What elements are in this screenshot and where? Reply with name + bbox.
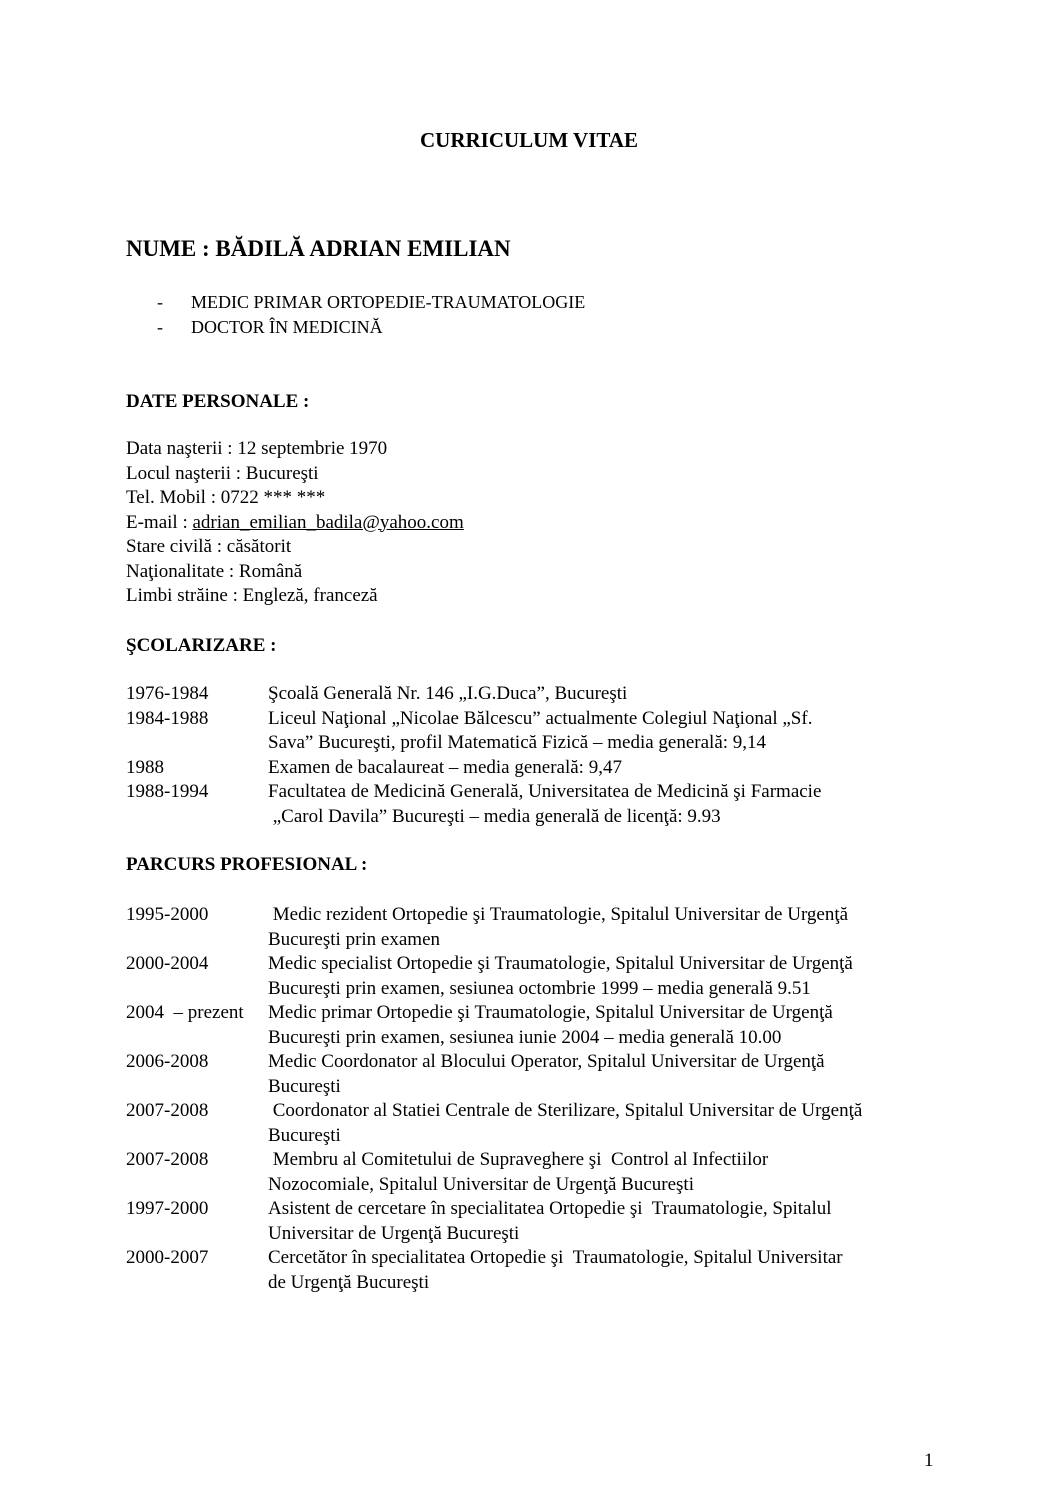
description-line: Asistent de cercetare în specialitatea Ortopedie şi Traumatologie, Spitalul <box>268 1198 832 1219</box>
description-line: Facultatea de Medicină Generală, Universitatea de Medicină şi Farmacie <box>268 781 822 802</box>
list-item <box>126 756 946 781</box>
list-item <box>126 780 946 829</box>
career-list <box>126 903 946 1295</box>
description-line: Membru al Comitetului de Supraveghere şi Control al Infectiilor <box>268 1149 769 1170</box>
entry-description <box>268 682 627 707</box>
title-text: MEDIC PRIMAR ORTOPEDIE-TRAUMATOLOGIE <box>191 292 586 312</box>
list-item <box>126 682 946 707</box>
entry-description <box>268 1148 768 1197</box>
education-list <box>126 682 946 829</box>
entry-description <box>268 903 848 952</box>
email-line <box>126 511 464 536</box>
entry-description <box>268 1050 825 1099</box>
description-line: Liceul Naţional „Nicolae Bălcescu” actualmente Colegiul Naţional „Sf. <box>268 707 813 729</box>
entry-date: 1988 <box>126 756 164 778</box>
entry-description <box>268 780 821 829</box>
person-name: NUME : BĂDILĂ ADRIAN EMILIAN <box>126 236 511 261</box>
birth-place: Locul naşterii : Bucureşti <box>126 462 319 484</box>
email-label: E-mail : <box>126 511 193 533</box>
description-line: Medic primar Ortopedie şi Traumatologie, Spitalul Universitar de Urgenţă <box>268 1002 833 1023</box>
list-item <box>126 1001 946 1050</box>
description-line: Medic rezident Ortopedie şi Traumatologie, Spitalul Universitar de Urgenţă <box>268 904 849 925</box>
title-text: DOCTOR ÎN MEDICINĂ <box>191 317 383 337</box>
civil-status: Stare civilă : căsătorit <box>126 536 292 557</box>
entry-date: 2004 – prezent <box>126 1002 244 1023</box>
entry-date: 2006-2008 <box>126 1051 209 1072</box>
page-number: 1 <box>924 1450 934 1471</box>
entry-date: 1976-1984 <box>126 683 209 704</box>
languages: Limbi străine : Engleză, franceză <box>126 585 378 606</box>
entry-description <box>268 952 853 1001</box>
entry-date: 2000-2004 <box>126 953 209 974</box>
document-title: CURRICULUM VITAE <box>420 128 638 152</box>
list-item <box>126 1148 946 1197</box>
list-item <box>126 1099 946 1148</box>
career-heading: PARCURS PROFESIONAL : <box>126 854 368 875</box>
list-item <box>126 1197 946 1246</box>
title-item <box>157 290 585 315</box>
description-line: Nozocomiale, Spitalul Universitar de Urgenţă Bucureşti <box>268 1173 694 1195</box>
description-line: Coordonator al Statiei Centrale de Sterilizare, Spitalul Universitar de Urgenţă <box>268 1100 863 1121</box>
description-line: Bucureşti prin examen, sesiunea iunie 2004 – media generală 10.00 <box>268 1026 782 1048</box>
title-item <box>157 315 383 340</box>
entry-description <box>268 1099 862 1148</box>
entry-description <box>268 756 622 781</box>
entry-description <box>268 1197 832 1246</box>
dash: - <box>157 292 163 312</box>
description-line: Universitar de Urgenţă Bucureşti <box>268 1222 520 1244</box>
entry-description <box>268 1001 833 1050</box>
description-line: Sava” Bucureşti, profil Matematică Fizică – media generală: 9,14 <box>268 732 767 753</box>
personal-data <box>126 437 464 609</box>
entry-date: 2007-2008 <box>126 1100 209 1121</box>
personal-heading: DATE PERSONALE : <box>126 391 310 412</box>
list-item <box>126 952 946 1001</box>
list-item <box>126 1050 946 1099</box>
education-heading: ŞCOLARIZARE : <box>126 635 277 656</box>
description-line: Bucureşti prin examen <box>268 928 441 950</box>
description-line: Medic Coordonator al Blocului Operator, Spitalul Universitar de Urgenţă <box>268 1051 825 1072</box>
entry-date: 2000-2007 <box>126 1247 209 1268</box>
nationality: Naţionalitate : Română <box>126 560 303 582</box>
entry-date: 2007-2008 <box>126 1149 209 1170</box>
description-line: Bucureşti prin examen, sesiunea octombrie 1999 – media generală 9.51 <box>268 977 811 999</box>
description-line: Bucureşti <box>268 1124 341 1146</box>
entry-date: 1984-1988 <box>126 707 209 729</box>
description-line: Şcoală Generală Nr. 146 „I.G.Duca”, Bucureşti <box>268 683 628 704</box>
description-line: Cercetător în specialitatea Ortopedie şi Traumatologie, Spitalul Universitar <box>268 1247 843 1268</box>
entry-description <box>268 1246 843 1295</box>
description-line: Bucureşti <box>268 1075 341 1097</box>
list-item <box>126 903 946 952</box>
email-link[interactable]: adrian_emilian_badila@yahoo.com <box>192 511 464 533</box>
description-line: Medic specialist Ortopedie şi Traumatologie, Spitalul Universitar de Urgenţă <box>268 953 853 974</box>
entry-date: 1997-2000 <box>126 1198 209 1219</box>
phone: Tel. Mobil : 0722 *** *** <box>126 487 326 508</box>
list-item <box>126 707 946 756</box>
entry-description <box>268 707 812 756</box>
description-line: „Carol Davila” Bucureşti – media generală de licenţă: 9.93 <box>268 805 721 827</box>
description-line: Examen de bacalaureat – media generală: 9,47 <box>268 756 622 778</box>
description-line: de Urgenţă Bucureşti <box>268 1271 430 1293</box>
dash: - <box>157 317 163 337</box>
entry-date: 1988-1994 <box>126 781 209 802</box>
birth-date: Data naşterii : 12 septembrie 1970 <box>126 438 388 459</box>
list-item <box>126 1246 946 1295</box>
entry-date: 1995-2000 <box>126 904 209 925</box>
